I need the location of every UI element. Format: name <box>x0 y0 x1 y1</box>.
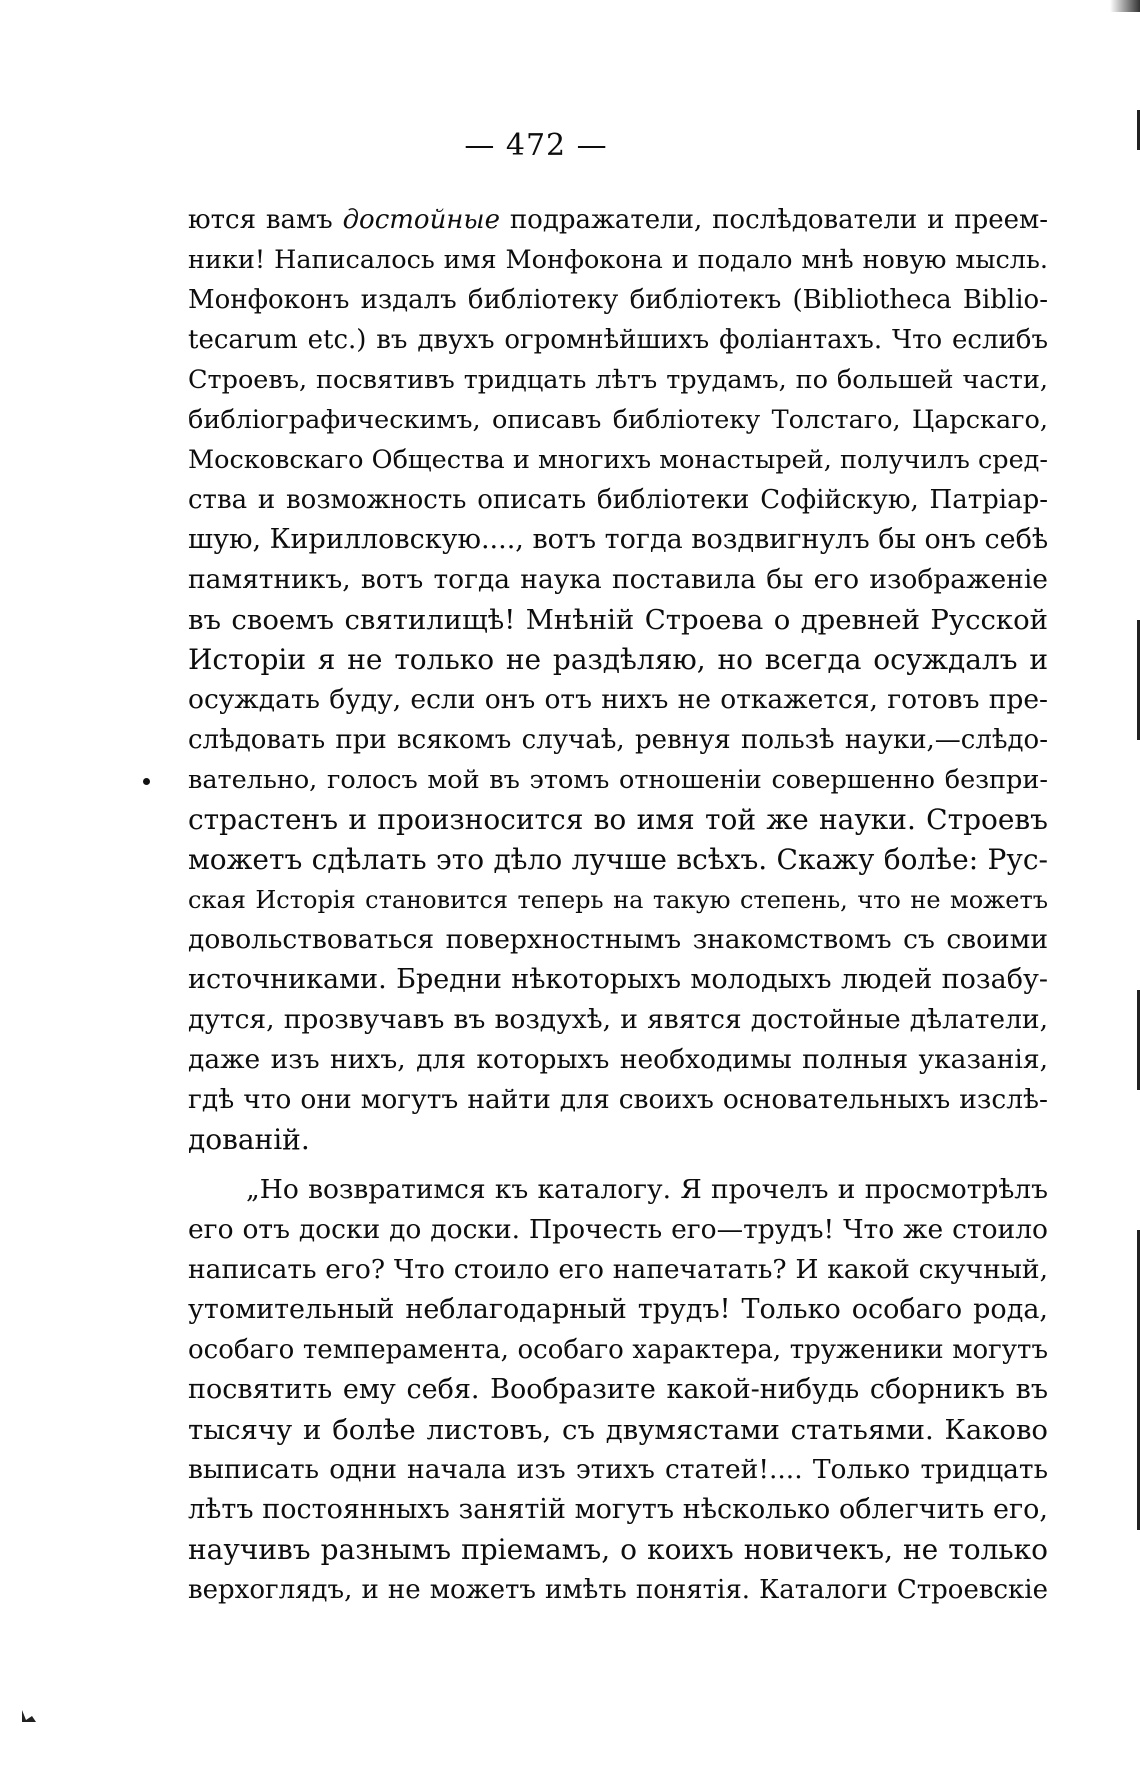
text-line: Монфоконъ издалъ библіотеку библіотекъ (Bibliotheca Biblio- <box>188 285 1048 315</box>
text-line: Московскаго Общества и многихъ монастырей, получилъ сред- <box>188 445 1048 475</box>
text-line: верхоглядъ, и не можетъ имѣть понятія. Каталоги Строевскіе <box>188 1575 1048 1605</box>
text-line: довольствоваться поверхностнымъ знакомствомъ съ своими <box>188 924 1048 955</box>
text-line: ются вамъ достойные подражатели, послѣдователи и преем- <box>188 205 1048 235</box>
text-line: утомительный неблагодарный трудъ! Только особаго рода, <box>188 1294 1048 1325</box>
text-line: написать его? Что стоило его напечатать? И какой скучный, <box>188 1254 1048 1285</box>
text-line: источниками. Бредни нѣкоторыхъ молодыхъ людей позабу- <box>188 964 1048 995</box>
text-line: дованій. <box>188 1123 310 1156</box>
paragraph-1 <box>188 200 1048 1160</box>
text-line: научивъ разнымъ пріемамъ, о коихъ новичекъ, не только <box>188 1533 1048 1566</box>
italic-word: достойные <box>342 205 500 235</box>
text-line: выписать одни начала изъ этихъ статей!.... Только тридцать <box>188 1454 1048 1485</box>
text-line: даже изъ нихъ, для которыхъ необходимы полныя указанія, <box>188 1044 1048 1075</box>
text-line: гдѣ что они могутъ найти для своихъ основательныхъ изслѣ- <box>188 1084 1048 1115</box>
text-line: особаго темперамента, особаго характера, труженики могутъ <box>188 1335 1048 1365</box>
text-line: Строевъ, посвятивъ тридцать лѣтъ трудамъ, по большей части, <box>188 365 1048 395</box>
text-line: библіографическимъ, описавъ библіотеку Толстаго, Царскаго, <box>188 405 1048 435</box>
text-line: шую, Кирилловскую...., вотъ тогда воздвигнулъ бы онъ себѣ <box>188 524 1048 555</box>
text-line: осуждать буду, если онъ отъ нихъ не откажется, готовъ пре- <box>188 684 1048 715</box>
margin-dot <box>143 778 150 785</box>
text-line: въ своемъ святилищѣ! Мнѣній Строева о древней Русской <box>188 604 1048 636</box>
body-text <box>188 200 1048 1610</box>
text-line: ства и возможность описать библіотеки Софійскую, Патріар- <box>188 485 1048 515</box>
text-line: страстенъ и произносится во имя той же науки. Строевъ <box>188 803 1048 836</box>
text-line: памятникъ, вотъ тогда наука поставила бы его изображеніе <box>188 564 1048 595</box>
paragraph-2 <box>188 1170 1048 1610</box>
text-line: ники! Написалось имя Монфокона и подало мнѣ новую мысль. <box>188 245 1048 275</box>
text-line: вательно, голосъ мой въ этомъ отношеніи совершенно безпри- <box>188 765 1048 795</box>
text-line: можетъ сдѣлать это дѣло лучше всѣхъ. Скажу болѣе: Рус- <box>188 843 1048 876</box>
text-line: лѣтъ постоянныхъ занятій могутъ нѣсколько облегчить его, <box>188 1494 1048 1525</box>
text-line: тысячу и болѣе листовъ, съ двумястами статьями. Каково <box>188 1414 1048 1446</box>
text-line: слѣдовать при всякомъ случаѣ, ревнуя пользѣ науки,—слѣдо- <box>188 725 1048 755</box>
scan-corner-artifact <box>1110 0 1140 12</box>
text-line: ская Исторія становится теперь на такую степень, что не можетъ <box>188 886 1048 914</box>
text-line: его отъ доски до доски. Прочесть его—трудъ! Что же стоило <box>188 1214 1048 1245</box>
text-line: Исторіи я не только не раздѣляю, но всегда осуждалъ и <box>188 643 1048 676</box>
page-number: — 472 — <box>464 128 608 163</box>
text-line: tecarum etc.) въ двухъ огромнѣйшихъ фоліантахъ. Что еслибъ <box>188 325 1048 355</box>
scan-corner-glyph-icon <box>20 1708 40 1724</box>
text-line: „Но возвратимся къ каталогу. Я прочелъ и просмотрѣлъ <box>246 1174 1048 1205</box>
text-line: дутся, прозвучавъ въ воздухѣ, и явятся достойные дѣлатели, <box>188 1004 1048 1035</box>
text-line: посвятить ему себя. Вообразите какой-нибудь сборникъ въ <box>188 1374 1048 1405</box>
